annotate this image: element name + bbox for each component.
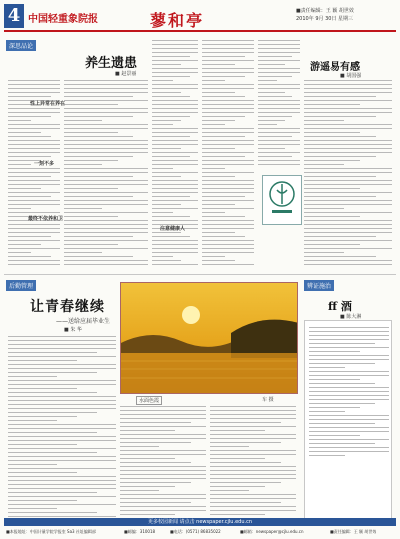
section-tag-right-middle: 辨证施治 [304,280,334,291]
header-rule [4,30,396,32]
section-tag-left-top: 深思品论 [6,40,36,51]
main-subhead-1: 性上异常在养在 [30,101,66,107]
main-article-author: ■ 赵景丽 [115,71,137,77]
lower-middle-col2 [210,406,296,526]
main-subhead-3: 最终不依养和卫 [28,216,64,222]
main-article-col3 [152,40,198,270]
main-subhead-2: 一刻不多 [34,161,55,167]
main-subhead-4: 注意健康人 [160,226,186,232]
photo-caption-left: 水面色霞 [136,396,162,405]
right-top-title: 游遥易有感 [310,62,360,73]
left-article-author: ■ 朱 华 [64,327,82,333]
left-article-subtitle: ——送给应届毕业生 [56,318,111,325]
middle-right-col [258,40,300,170]
section-tag-left-middle: 后勤管理 [6,280,36,291]
main-article-col1 [8,80,60,270]
school-emblem [262,175,302,225]
poem-text [309,327,389,457]
footer-phone: ■电话：(0571) 86835022 [170,529,221,534]
footer-postcode: ■邮编：310018 [124,529,156,534]
footer-banner[interactable]: 更多校园新闻 请点击 newspaper.cjlu.edu.cn [4,518,396,526]
main-article-title: 养生遗患 [85,56,138,71]
main-article-col2 [64,80,148,270]
photo-caption-right: 车 摄 [262,397,274,403]
footer-email[interactable]: ■邮箱：newspaper@cjlu.edu.cn [240,529,304,534]
lower-middle-col1 [120,406,206,526]
left-article-title: 让青春继续 [30,299,105,315]
date-line: 2010年 9月 30日 星期三 [296,16,354,22]
section-title: 蓼和亭 [150,11,205,30]
newspaper-name: 中国轻重象院报 [28,14,98,25]
right-top-col [304,80,392,270]
page-number-box: 4 [4,4,24,28]
emblem-icon [268,180,296,220]
poem-box [304,320,392,520]
left-article-body [8,336,116,526]
editor-line: ■责任编辑：王 颖 胡世效 [296,8,354,14]
footer-address: ■本报地址：中国计量学院学报室 Sa3 社址编辑部 [6,529,96,534]
section-divider [4,274,396,275]
poem-title: ff 酒 [328,300,352,313]
poem-author: ■ 陈大淋 [340,314,362,320]
middle-col [202,40,254,270]
right-top-author: ■ 胡国强 [340,73,362,79]
landscape-photo [120,282,298,394]
footer-editor: ■责任编辑：王 颖 胡世效 [330,529,377,534]
